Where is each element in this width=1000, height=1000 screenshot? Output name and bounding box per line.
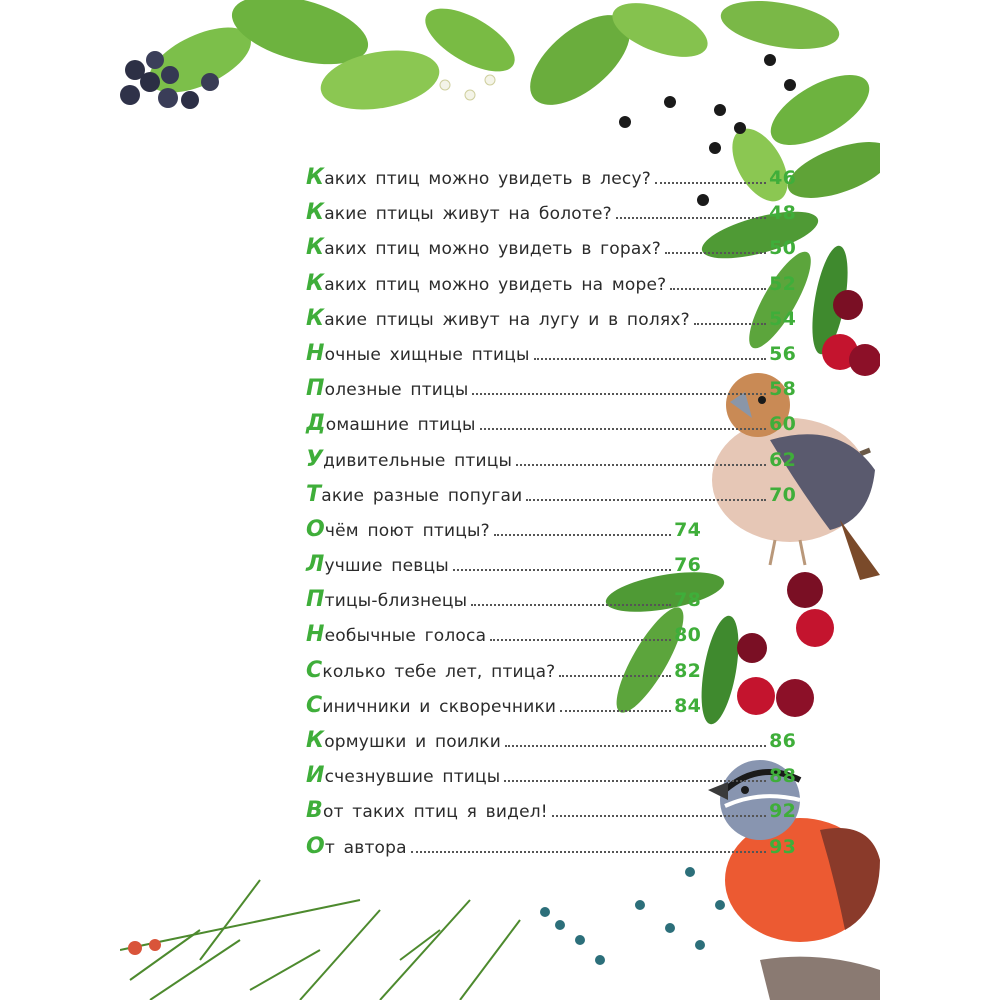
toc-entry-initial: П <box>306 587 325 613</box>
toc-page-number: 74 <box>674 518 701 541</box>
toc-page-number: 93 <box>769 835 796 858</box>
toc-entry-initial: Н <box>306 340 325 366</box>
toc-page-number: 52 <box>769 272 796 295</box>
toc-page-number: 60 <box>769 413 796 436</box>
toc-entry-initial: О <box>306 833 325 859</box>
toc-leader-dots <box>670 288 766 290</box>
toc-entry-title: тицы-близнецы <box>324 591 468 612</box>
toc-entry[interactable] <box>306 552 701 587</box>
toc-entry-title: акие разные попугаи <box>321 485 523 506</box>
toc-leader-dots <box>516 464 766 466</box>
toc-page-number: 58 <box>769 378 796 401</box>
toc-entry-title: акие птицы живут на болоте? <box>324 204 612 225</box>
toc-entry[interactable] <box>306 763 796 798</box>
toc-entry-initial: Т <box>306 481 322 507</box>
toc-entry-initial: К <box>306 270 325 296</box>
toc-entry[interactable] <box>306 517 701 552</box>
book-page <box>120 0 880 1000</box>
toc-leader-dots <box>472 393 766 395</box>
toc-entry-title: счезнувшие птицы <box>324 767 501 788</box>
toc-entry[interactable] <box>306 235 796 270</box>
toc-page-number: 62 <box>769 448 796 471</box>
toc-entry[interactable] <box>306 658 701 693</box>
toc-leader-dots <box>665 252 766 254</box>
toc-page-number: 92 <box>769 800 796 823</box>
toc-entry[interactable] <box>306 587 701 622</box>
toc-page-number: 78 <box>674 589 701 612</box>
toc-entry-initial: К <box>306 305 325 331</box>
toc-page-number: 48 <box>769 202 796 225</box>
toc-entry-title: аких птиц можно увидеть на море? <box>324 274 667 295</box>
toc-entry-initial: В <box>306 798 323 824</box>
toc-page-number: 70 <box>769 483 796 506</box>
toc-entry-title: омашние птицы <box>325 415 476 436</box>
toc-leader-dots <box>526 499 766 501</box>
toc-page-number: 56 <box>769 342 796 365</box>
toc-entry-title: колько тебе лет, птица? <box>322 661 556 682</box>
toc-entry-title: очные хищные птицы <box>324 344 530 365</box>
toc-leader-dots <box>559 675 671 677</box>
toc-leader-dots <box>694 323 766 325</box>
toc-leader-dots <box>411 851 766 853</box>
toc-leader-dots <box>655 182 766 184</box>
toc-entry-initial: Н <box>306 622 325 648</box>
toc-entry-initial: Л <box>306 552 325 578</box>
toc-page-number: 54 <box>769 307 796 330</box>
toc-leader-dots <box>490 639 671 641</box>
toc-page-number: 84 <box>674 694 701 717</box>
table-of-contents <box>306 165 796 869</box>
rowan-berry <box>128 941 142 955</box>
toc-entry-initial: С <box>306 692 323 718</box>
toc-entry[interactable] <box>306 728 796 763</box>
toc-entry[interactable] <box>306 411 796 446</box>
toc-entry-initial: У <box>306 446 324 472</box>
rowan-berry <box>149 939 161 951</box>
toc-entry[interactable] <box>306 165 796 200</box>
toc-entry-title: аких птиц можно увидеть в горах? <box>324 239 662 260</box>
toc-leader-dots <box>534 358 767 360</box>
toc-page-number: 76 <box>674 554 701 577</box>
toc-page-number: 82 <box>674 659 701 682</box>
toc-leader-dots <box>504 780 766 782</box>
teal-berries <box>540 867 725 965</box>
toc-leader-dots <box>453 569 671 571</box>
toc-entry[interactable] <box>306 341 796 376</box>
toc-leader-dots <box>616 217 766 219</box>
toc-entry[interactable] <box>306 693 701 728</box>
toc-leader-dots <box>494 534 671 536</box>
toc-entry-initial: И <box>306 763 325 789</box>
toc-page-number: 88 <box>769 765 796 788</box>
toc-entry-title: т автора <box>324 837 407 858</box>
toc-entry-title: аких птиц можно увидеть в лесу? <box>324 169 651 189</box>
toc-entry[interactable] <box>306 482 796 517</box>
toc-entry[interactable] <box>306 798 796 833</box>
toc-entry-title: учшие певцы <box>324 556 449 577</box>
toc-entry-title: еобычные голоса <box>324 626 487 647</box>
toc-entry[interactable] <box>306 200 796 235</box>
toc-entry[interactable] <box>306 306 796 341</box>
toc-entry[interactable] <box>306 447 796 482</box>
toc-entry-initial: О <box>306 516 325 542</box>
toc-leader-dots <box>552 815 766 817</box>
toc-page-number: 86 <box>769 730 796 752</box>
toc-entry-title: от таких птиц я видел! <box>322 802 548 823</box>
toc-entry-title: акие птицы живут на лугу и в полях? <box>324 309 690 330</box>
toc-entry-title: дивительные птицы <box>323 450 513 471</box>
toc-leader-dots <box>480 428 766 430</box>
toc-leader-dots <box>505 745 766 747</box>
toc-leader-dots <box>471 604 671 606</box>
toc-entry-title: чём поют птицы? <box>324 520 490 541</box>
spruce-branches <box>120 880 520 1000</box>
toc-entry-title: олезные птицы <box>324 380 469 401</box>
toc-page-number: 80 <box>674 624 701 647</box>
toc-entry-initial: К <box>306 728 325 753</box>
toc-entry-title: иничники и скворечники <box>322 696 557 717</box>
toc-entry[interactable] <box>306 622 701 657</box>
toc-entry[interactable] <box>306 376 796 411</box>
toc-page-number: 46 <box>769 167 796 189</box>
toc-entry-initial: К <box>306 165 325 190</box>
toc-entry-initial: П <box>306 376 325 402</box>
toc-entry[interactable] <box>306 834 796 869</box>
toc-entry-title: ормушки и поилки <box>324 732 501 752</box>
toc-leader-dots <box>560 710 671 712</box>
toc-entry-initial: К <box>306 200 325 226</box>
toc-entry[interactable] <box>306 271 796 306</box>
toc-entry-initial: Д <box>306 411 326 437</box>
toc-page-number: 50 <box>769 237 796 260</box>
toc-entry-initial: С <box>306 657 323 683</box>
toc-entry-initial: К <box>306 235 325 261</box>
